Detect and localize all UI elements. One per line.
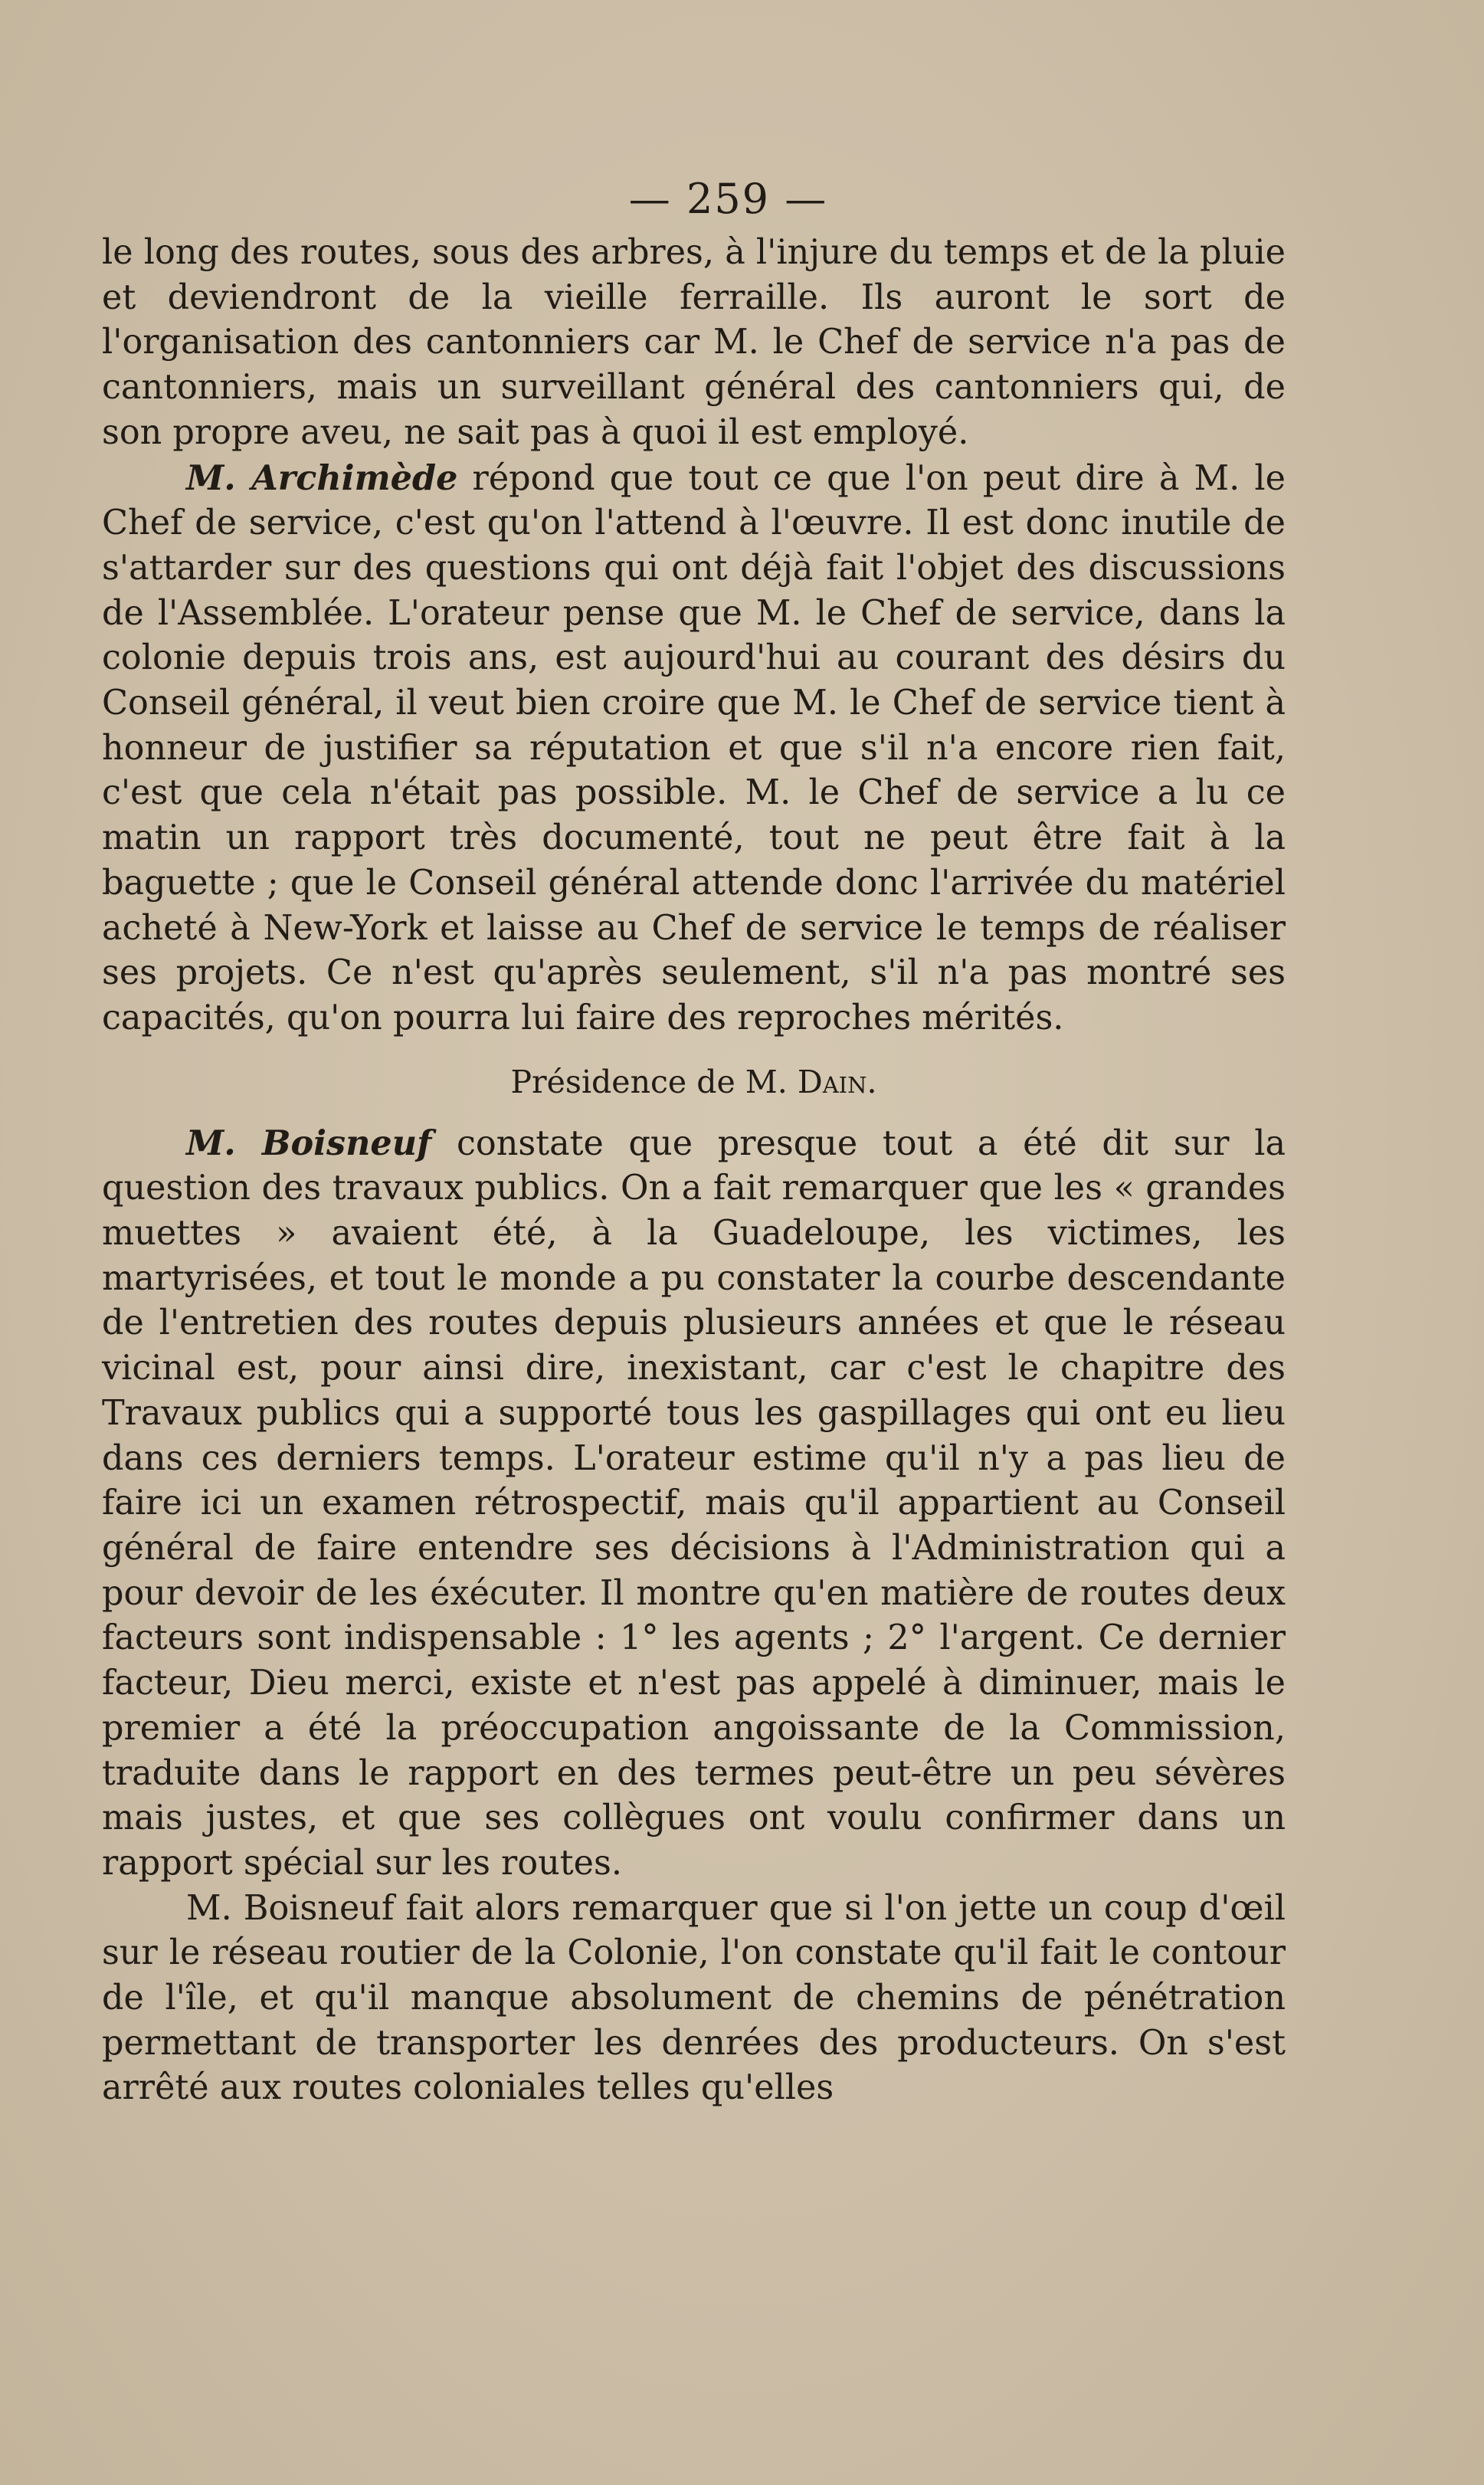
heading-suffix: .: [866, 1063, 877, 1100]
section-heading: [102, 1060, 1286, 1104]
paragraph-boisneuf-continued: M. Boisneuf fait alors remarquer que si l'on jette un coup d'œil sur le réseau routier de la Colonie, l'on constate qu'il fait le contour de l'île, et qu'il manque absolument de chemins de pénétration permettant de transporter les denrées des producteurs. On s'est arrêté aux routes coloniales telles qu'elles: [102, 1888, 1286, 2108]
paragraph-boisneuf: [102, 1121, 1286, 1887]
paragraph-continuation: le long des routes, sous des arbres, à l'injure du temps et de la pluie et deviendront de la vieille ferraille. Ils auront le sort de l'organisation des cantonniers car M. le Chef de service n'a pas de cantonniers, mais un surveillant général des cantonniers qui, de son propre aveu, ne sait pas à quoi il est employé.: [102, 233, 1286, 452]
heading-prefix: Présidence de M.: [510, 1063, 798, 1100]
page-number: — 259 —: [628, 175, 828, 223]
paragraph-archimede-text: répond que tout ce que l'on peut dire à M. le Chef de service, c'est qu'on l'attend à l'œuvre. Il est donc inutile de s'attarder sur des questions qui ont déjà fait l'objet des discussions de l'Assemblée. L'orateur pense que M. le Chef de service, dans la colonie depuis trois ans, est aujourd'hui au courant des désirs du Conseil général, il veut bien croire que M. le Chef de service tient à honneur de justifier sa réputation et que s'il n'a encore rien fait, c'est que cela n'était pas possible. M. le Chef de service a lu ce matin un rapport très documenté, tout ne peut être fait à la baguette ; que le Conseil général attende donc l'arrivée du matériel acheté à New-York et laisse au Chef de service le temps de réaliser ses projets. Ce n'est qu'après seulement, s'il n'a pas montré ses capacités, qu'on pourra lui faire des reproches mérités.: [102, 458, 1286, 1038]
paragraph-archimede: [102, 456, 1286, 1041]
document-page: [102, 172, 1286, 2111]
heading-name: Dain: [797, 1063, 867, 1100]
speaker-archimede: M. Archimède: [186, 457, 458, 498]
speaker-boisneuf: M. Boisneuf: [186, 1123, 432, 1163]
paragraph-boisneuf-text: constate que presque tout a été dit sur la question des travaux publics. On a fait remarquer que les « grandes muettes » avaient été, à la Guadeloupe, les victimes, les martyrisées, et tout le monde a pu constater la courbe descendante de l'entretien des routes depuis plusieurs années et que le réseau vicinal est, pour ainsi dire, inexistant, car c'est le chapitre des Travaux publics qui a supporté tous les gaspillages qui ont eu lieu dans ces derniers temps. L'orateur estime qu'il n'y a pas lieu de faire ici un examen rétrospectif, mais qu'il appartient au Conseil général de faire entendre ses décisions à l'Administration qui a pour devoir de les éxécuter. Il montre qu'en matière de routes deux facteurs sont indispensable : 1° les agents ; 2° l'argent. Ce dernier facteur, Dieu merci, existe et n'est pas appelé à diminuer, mais le premier a été la préoccupation angoissante de la Commission, traduite dans le rapport en des termes peut-être un peu sévères mais justes, et que ses collègues ont voulu confirmer dans un rapport spécial sur les routes.: [102, 1123, 1286, 1883]
